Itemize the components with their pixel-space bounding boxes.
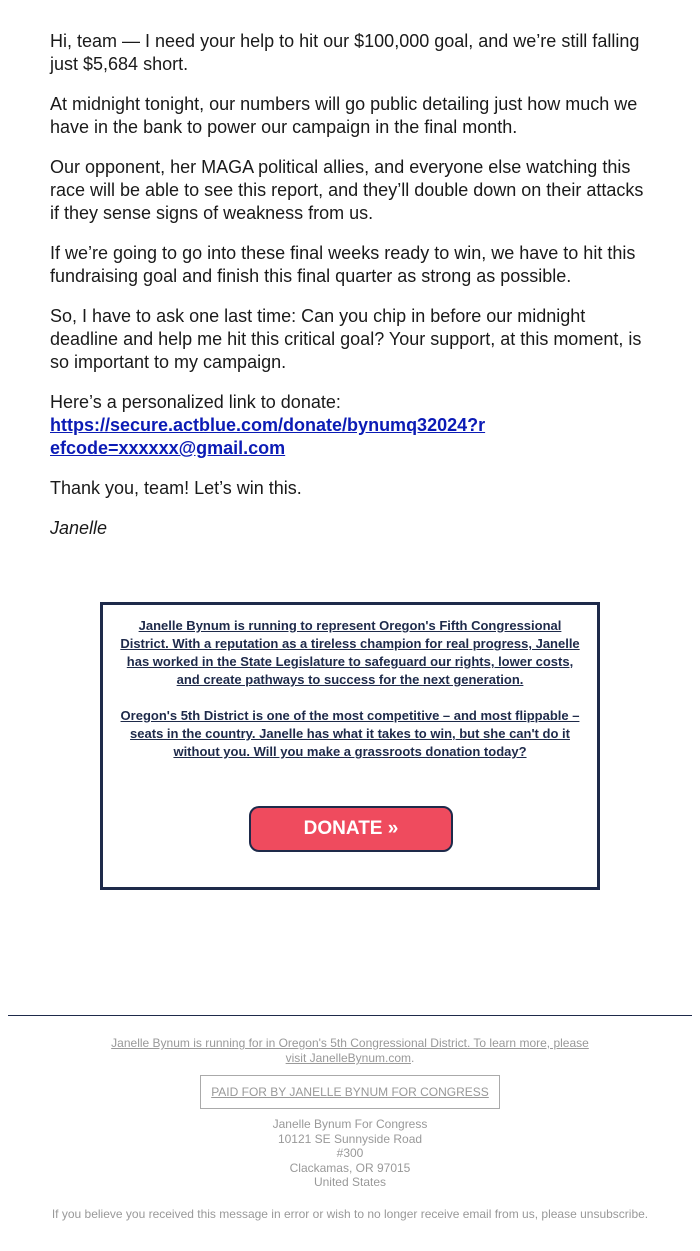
address-name: Janelle Bynum For Congress [272, 1117, 428, 1131]
body-paragraph-deadline: At midnight tonight, our numbers will go public detailing just how much we have in the bank to power our campaign in the final month. [50, 94, 638, 137]
learn-more-link[interactable]: Janelle Bynum is running for in Oregon's 5th Congressional District. To learn more, please visit JanelleBynum.com [111, 1036, 589, 1065]
footer-divider [8, 1015, 692, 1016]
address-country: United States [313, 1175, 387, 1189]
body-paragraph-goal: Hi, team — I need your help to hit our $100,000 goal, and we’re still falling just $5,684 short. [50, 31, 640, 74]
address-suite: #300 [336, 1146, 364, 1160]
footer-disclaimer [100, 1036, 600, 1066]
promo-link-about[interactable]: Janelle Bynum is running to represent Oregon's Fifth Congressional District. With a reputation as a tireless champion for real progress, Janelle has worked in the State Legislature to safeguard our rights, lower costs, and create pathways to success for the next generation. [120, 618, 580, 687]
signature: Janelle [50, 518, 108, 538]
body-paragraph-final-weeks: If we’re going to go into these final weeks ready to win, we have to hit this fundraising goal and finish this final quarter as strong as possible. [50, 243, 636, 286]
mailing-address [150, 1117, 550, 1190]
donate-link-paragraph [50, 391, 650, 460]
promo-box [100, 602, 600, 890]
promo-link-district[interactable]: Oregon's 5th District is one of the most competitive – and most flippable – seats in the country. Janelle has what it takes to win, but she can't do it without you. Will you make a grassroots donation today? [120, 708, 580, 759]
disclaimer-period: . [411, 1051, 415, 1065]
body-paragraph-opponent: Our opponent, her MAGA political allies, and everyone else watching this race will be able to see this report, and they’ll double down on their attacks if they sense signs of weakness from us. [50, 157, 644, 223]
donate-button[interactable]: DONATE » [249, 806, 453, 852]
personalized-donate-link[interactable]: https://secure.actblue.com/donate/bynumq32024?refcode=xxxxxx@gmail.com [50, 415, 486, 458]
address-city: Clackamas, OR 97015 [289, 1160, 411, 1175]
closing-line: Thank you, team! Let’s win this. [50, 478, 302, 498]
address-street: 10121 SE Sunnyside Road [277, 1131, 423, 1146]
email-body [50, 30, 650, 557]
donate-link-intro: Here’s a personalized link to donate: [50, 392, 341, 412]
unsubscribe-note[interactable]: If you believe you received this message in error or wish to no longer receive email from us, please unsubscribe. [51, 1207, 649, 1221]
paid-for-disclaimer[interactable]: PAID FOR BY JANELLE BYNUM FOR CONGRESS [200, 1075, 500, 1109]
body-paragraph-ask: So, I have to ask one last time: Can you chip in before our midnight deadline and help me hit this critical goal? Your support, at this moment, is so important to my campaign. [50, 306, 642, 372]
promo-text [119, 617, 581, 761]
